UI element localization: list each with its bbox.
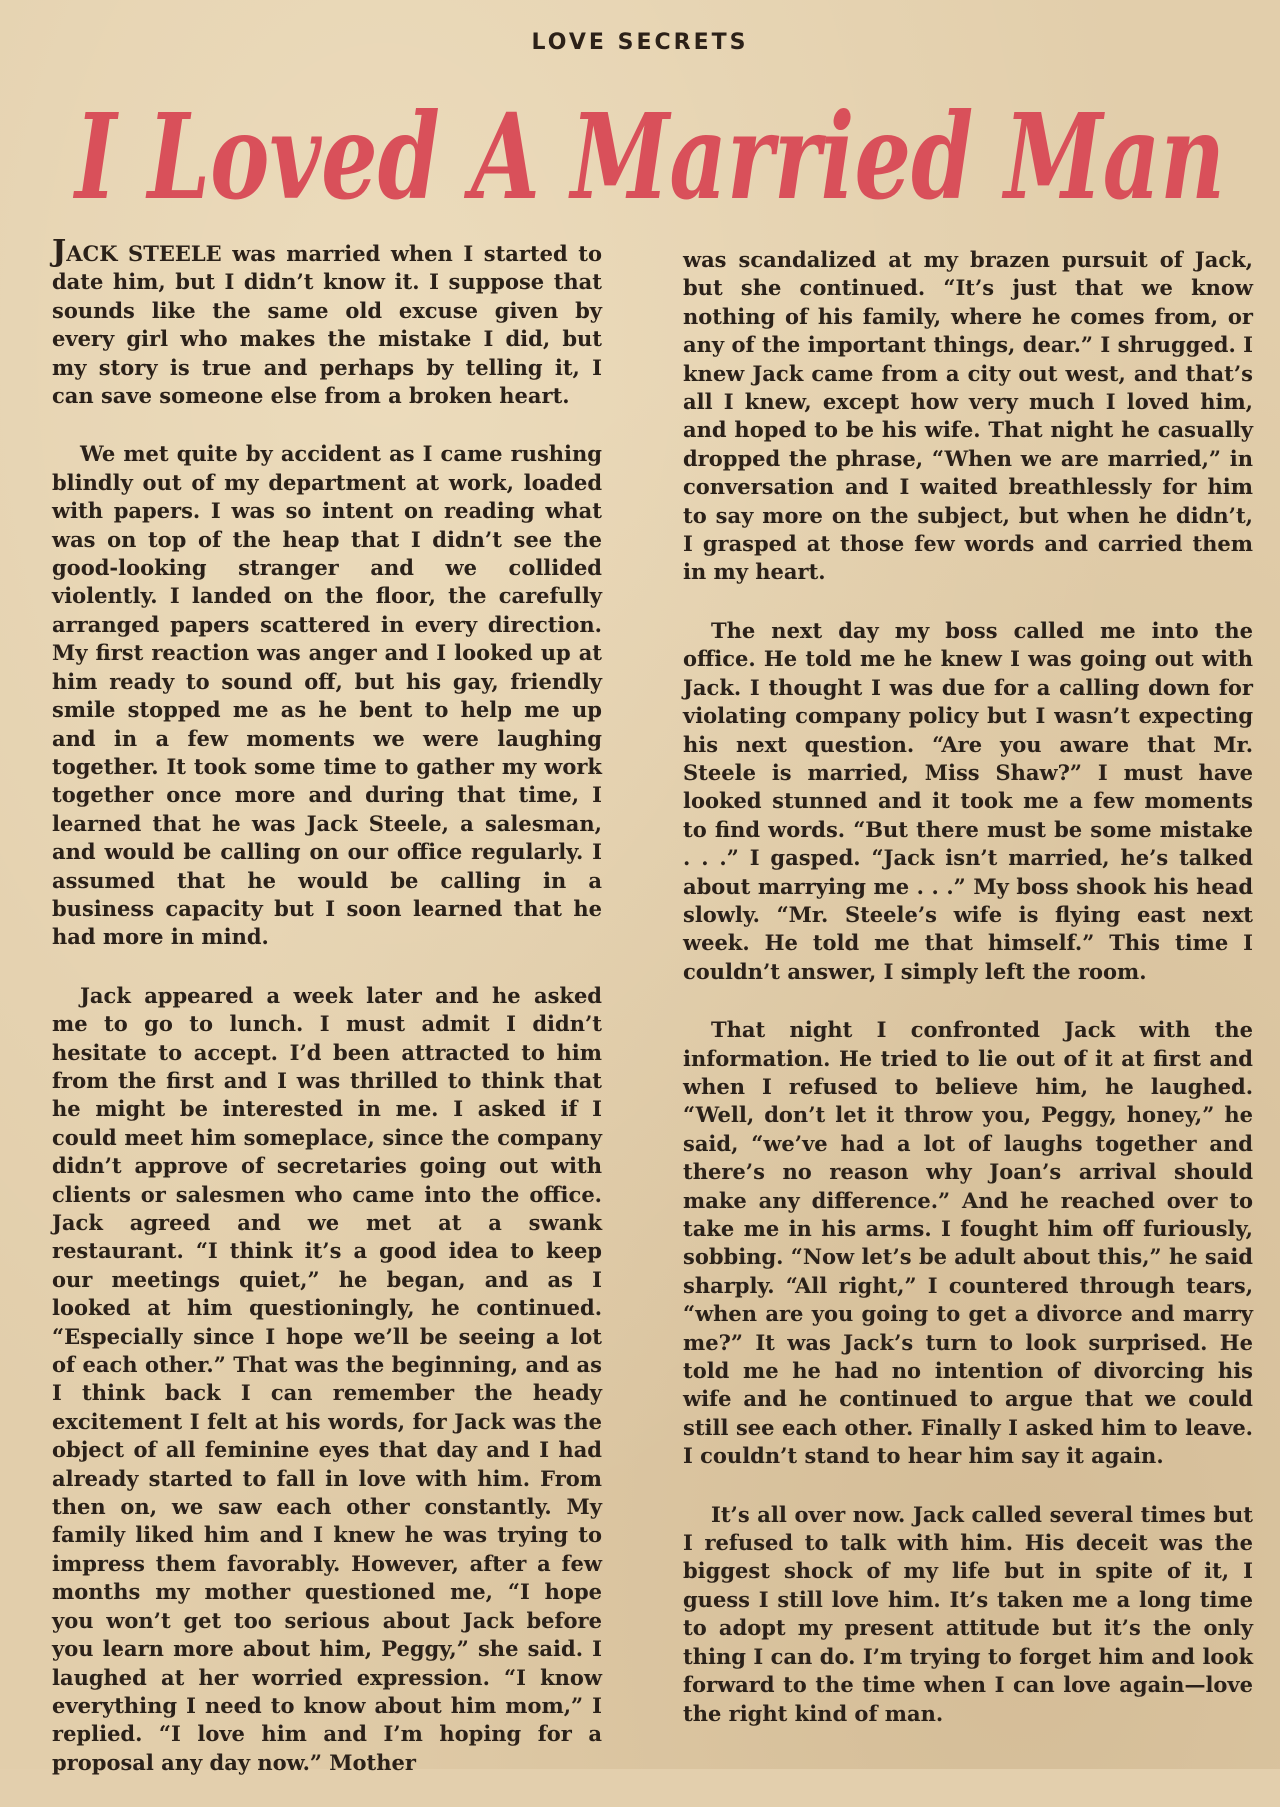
story-paragraph-6: That night I confronted Jack with the information. He tried to lie out of it at first and when I refused to believe him, he laughed. “Well, don’t let it throw you, Peggy, honey,” he said, “we’ve had a lot of laughs together and there’s no reason why Joan’s arrival should make any difference.” And he reached over to take me in his arms. I fought him off furiously, sobbing. “Now let’s be adult about this,” he said sharply. “All right,” I countered through tears, “when are you going to get a divorce and marry me?” It was Jack’s turn to look surprised. He told me he had no intention of divorcing his wife and he continued to argue that we could still see each other. Finally I asked him to leave. I couldn’t stand to hear him say it again. [683, 1017, 1253, 1469]
story-paragraph-3: Jack appeared a week later and he asked me to go to lunch. I must admit I didn’t hesitate to accept. I’d been attracted to him from the first and I was thrilled to think that he might be interested in me. I asked if I could meet him someplace, since the company didn’t approve of secretaries going out with clients or salesmen who came into the office. Jack agreed and we met at a swank restaurant. “I think it’s a good idea to keep our meetings quiet,” he began, and as I looked at him questioningly, he continued. “Especially since I hope we’ll be seeing a lot of each other.” That was the beginning, and as I think back I can remember the heady excitement I felt at his words, for Jack was the object of all feminine eyes that day and I had already started to fall in love with him. From then on, we saw each other constantly. My family liked him and I knew he was trying to impress them favorably. However, after a few months my mother questioned me, “I hope you won’t get too serious about Jack before you learn more about him, Peggy,” she said. I laughed at her worried expression. “I know everything I need to know about him mom,” I replied. “I love him and I’m hoping for a proposal any day now.” Mother [52, 982, 602, 1775]
story-paragraph-7: It’s all over now. Jack called several times but I refused to talk with him. His deceit was the biggest shock of my life but in spite of it, I guess I still love him. It’s taken me a long time to adopt my present attitude but it’s the only thing I can do. I’m trying to forget him and look forward to the time when I can love again—love the right kind of man. [683, 1501, 1253, 1726]
story-title [60, 48, 1240, 248]
story-paragraph-1 [52, 234, 602, 410]
story-paragraph-5: The next day my boss called me into the office. He told me he knew I was going out with Jack. I thought I was due for a calling down for violating company policy but I wasn’t expecting his next question. “Are you aware that Mr. Steele is married, Miss Shaw?” I must have looked stunned and it took me a few moments to find words. “But there must be some mistake . . .” I gasped. “Jack isn’t married, he’s talked about marrying me . . .” My boss shook his head slowly. “Mr. Steele’s wife is flying east next week. He told me that himself.” This time I couldn’t answer, I simply left the room. [683, 617, 1253, 984]
story-column-left [52, 234, 602, 1807]
drop-cap: J [52, 234, 67, 269]
story-title-text: I Loved A Married Man [72, 87, 1226, 226]
story-paragraph-2: We met quite by accident as I came rushing blindly out of my department at work, loaded with papers. I was so intent on reading what was on top of the heap that I didn’t see the good-looking stranger and we collided violently. I landed on the floor, the carefully arranged papers scattered in every direction. My first reaction was anger and I looked up at him ready to sound off, but his gay, friendly smile stopped me as he bent to help me up and in a few moments we were laughing together. It took some time to gather my work together once more and during that time, I learned that he was Jack Steele, a salesman, and would be calling on our office regularly. I assumed that he would be calling in a business capacity but I soon learned that he had more in mind. [52, 441, 602, 950]
magazine-name: LOVE SECRETS [531, 30, 749, 55]
story-paragraph-3-continued: was scandalized at my brazen pursuit of Jack, but she continued. “It’s just that we know nothing of his family, where he comes from, or any of the important things, dear.” I shrugged. I knew Jack came from a city out west, and that’s all I knew, except how very much I loved him, and hoped to be his wife. That night he casually dropped the phrase, “When we are married,” in conversation and I waited breathlessly for him to say more on the subject, but when he didn’t, I grasped at those few words and carried them in my heart. [683, 247, 1253, 585]
paragraph-text: ACK STEELE was married when I started to date him, but I didn’t know it. I suppose that sounds like the same old excuse given by every girl who makes the mistake I did, but my story is true and perhaps by telling it, I can save someone else from a broken heart. [52, 241, 602, 409]
story-column-right [683, 246, 1253, 1758]
